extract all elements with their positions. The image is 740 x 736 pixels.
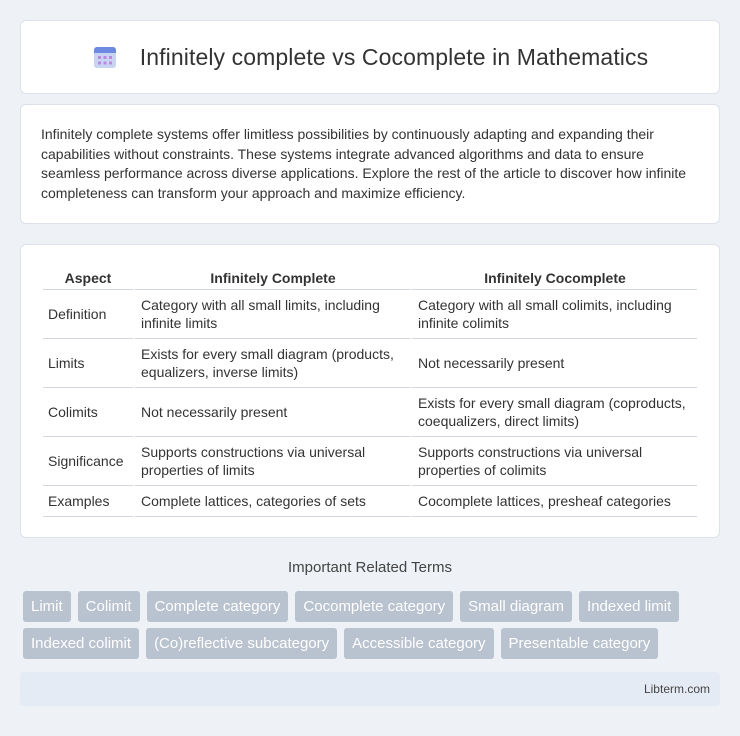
related-term-tag[interactable]: Cocomplete category: [295, 591, 453, 622]
related-terms-row-1: [23, 591, 723, 622]
table-row: [43, 437, 697, 486]
cell-complete: Not necessarily present: [133, 388, 410, 437]
related-term-tag[interactable]: Indexed limit: [579, 591, 679, 622]
table-header-row: [43, 265, 697, 290]
comparison-table: [43, 265, 697, 517]
header-complete: Infinitely Complete: [133, 265, 410, 290]
table-row: [43, 290, 697, 339]
related-term-tag[interactable]: (Co)reflective subcategory: [146, 628, 337, 659]
cell-aspect: Significance: [43, 437, 133, 486]
comparison-table-card: [20, 244, 720, 538]
cell-complete: Category with all small limits, including infinite limits: [133, 290, 410, 339]
cell-cocomplete: Not necessarily present: [410, 339, 697, 388]
related-term-tag[interactable]: Limit: [23, 591, 71, 622]
related-term-tag[interactable]: Presentable category: [501, 628, 659, 659]
intro-card: [20, 104, 720, 224]
page-title: Infinitely complete vs Cocomplete in Mathematics: [139, 43, 649, 70]
cell-complete: Supports constructions via universal properties of limits: [133, 437, 410, 486]
header-cocomplete: Infinitely Cocomplete: [410, 265, 697, 290]
related-term-tag[interactable]: Accessible category: [344, 628, 493, 659]
cell-cocomplete: Exists for every small diagram (coproducts, coequalizers, direct limits): [410, 388, 697, 437]
related-term-tag[interactable]: Small diagram: [460, 591, 572, 622]
title-card: [20, 20, 720, 94]
cell-aspect: Limits: [43, 339, 133, 388]
header-aspect: Aspect: [43, 265, 133, 290]
cell-complete: Exists for every small diagram (products, equalizers, inverse limits): [133, 339, 410, 388]
related-term-tag[interactable]: Indexed colimit: [23, 628, 139, 659]
intro-paragraph: Infinitely complete systems offer limitless possibilities by continuously adapting and expanding their capabilities without constraints. These systems integrate advanced algorithms and data to ensure seamless performance across diverse applications. Explore the rest of the article to discover how infinite completeness can transform your approach and maximize efficiency.: [41, 126, 687, 201]
cell-cocomplete: Cocomplete lattices, presheaf categories: [410, 486, 697, 517]
table-row: [43, 388, 697, 437]
footer-site-link[interactable]: Libterm.com: [643, 682, 710, 696]
related-terms-row-2: [23, 628, 723, 659]
table-row: [43, 339, 697, 388]
cell-aspect: Examples: [43, 486, 133, 517]
cell-cocomplete: Category with all small colimits, including infinite colimits: [410, 290, 697, 339]
cell-aspect: Colimits: [43, 388, 133, 437]
cell-aspect: Definition: [43, 290, 133, 339]
related-terms-title: Important Related Terms: [288, 559, 452, 576]
cell-cocomplete: Supports constructions via universal properties of colimits: [410, 437, 697, 486]
related-term-tag[interactable]: Complete category: [147, 591, 289, 622]
footer: [20, 672, 720, 706]
table-row: [43, 486, 697, 517]
related-term-tag[interactable]: Colimit: [78, 591, 140, 622]
cell-complete: Complete lattices, categories of sets: [133, 486, 410, 517]
calendar-icon: [92, 44, 118, 70]
